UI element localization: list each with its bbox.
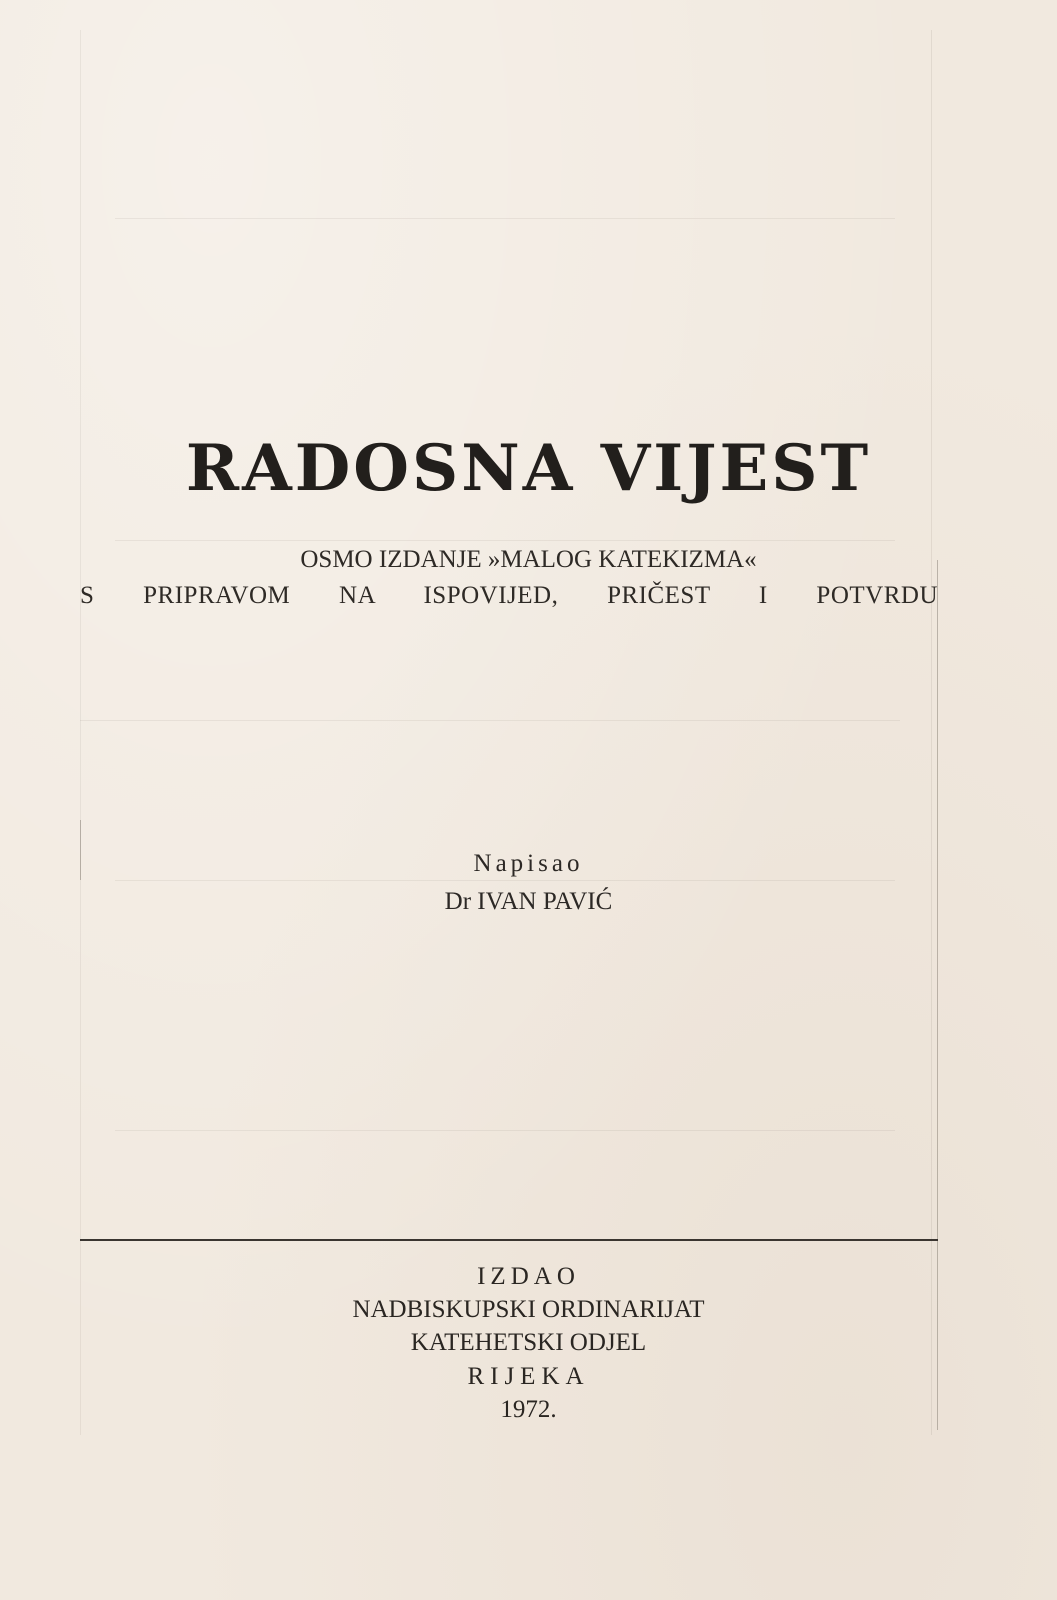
publisher-label: IZDAO [477,1263,580,1290]
bleed-through-line [80,720,900,721]
subtitle-line: S PRIPRAVOM NA ISPOVIJED, PRIČEST I POTVRDU [80,582,938,609]
publisher-organization: NADBISKUPSKI ORDINARIJAT [352,1296,705,1323]
bleed-through-line [115,540,895,541]
publisher-department: KATEHETSKI ODJEL [410,1329,647,1356]
book-title: RADOSNA VIJEST [185,430,872,506]
edition-line: OSMO IZDANJE »MALOG KATEKIZMA« [300,546,757,573]
bleed-through-line [115,1130,895,1131]
author-name: Dr IVAN PAVIĆ [444,888,613,915]
bleed-through-frame [80,30,932,1435]
author-label: Napisao [473,850,584,877]
publication-year: 1972. [500,1396,557,1423]
divider-rule [80,1239,938,1241]
bleed-through-line [115,880,895,881]
bleed-through-line [115,218,895,219]
publisher-city: RIJEKA [467,1363,590,1390]
